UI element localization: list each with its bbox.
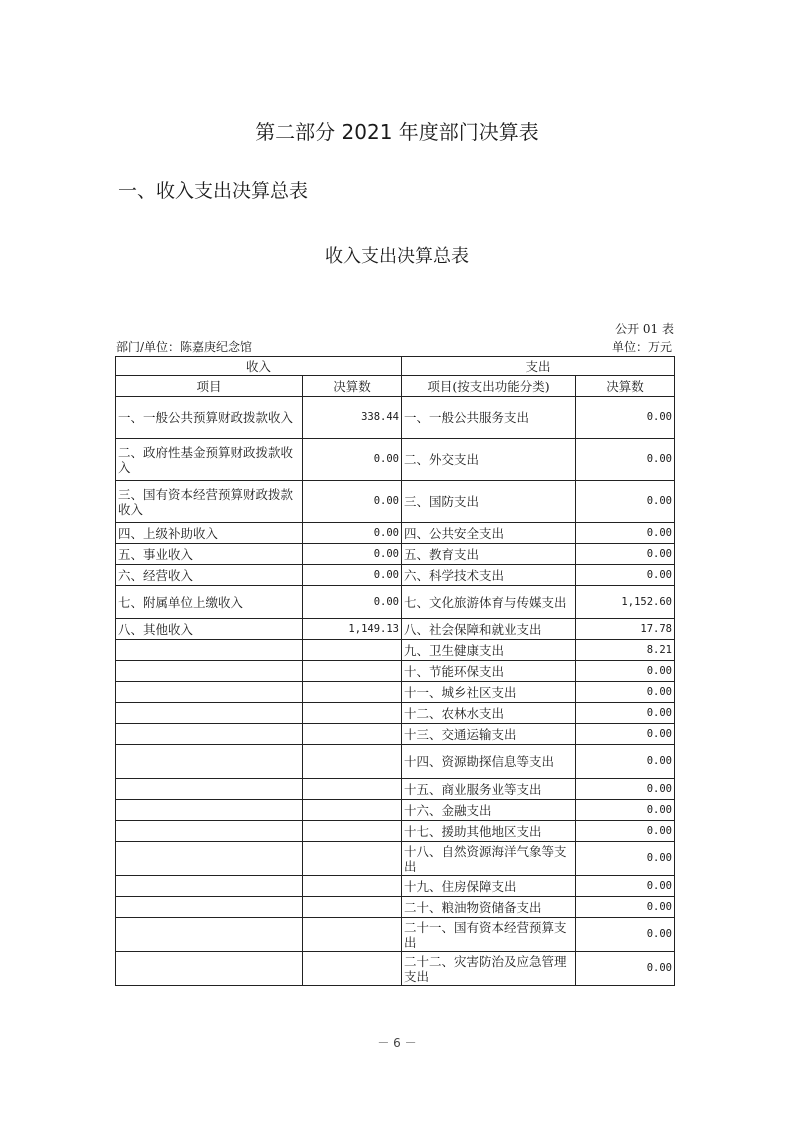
table-title: 收入支出决算总表 [325,246,469,267]
income-item-cell [116,724,303,745]
expense-item-cell: 十七、援助其他地区支出 [402,821,576,842]
income-amount-cell [303,703,402,724]
expense-item-cell: 十二、农林水支出 [402,703,576,724]
income-item-cell [116,703,303,724]
expense-amount-cell: 0.00 [576,800,675,821]
expense-amount-cell: 8.21 [576,640,675,661]
income-item-cell [116,952,303,986]
page-number: － 6 － [377,1036,417,1050]
table-row [116,745,675,779]
income-item-cell [116,745,303,779]
expense-item-cell: 十、节能环保支出 [402,661,576,682]
table-column-header-row [116,376,675,397]
expense-item-cell: 一、一般公共服务支出 [402,397,576,439]
expense-amount-cell: 0.00 [576,565,675,586]
expense-item-cell: 六、科学技术支出 [402,565,576,586]
income-expense-table [115,356,675,986]
table-row [116,397,675,439]
table-row [116,842,675,876]
expense-amount-cell: 0.00 [576,952,675,986]
expense-amount-cell: 0.00 [576,544,675,565]
expense-item-cell: 十一、城乡社区支出 [402,682,576,703]
income-item-cell [116,661,303,682]
income-amount-cell [303,661,402,682]
income-amount-cell [303,640,402,661]
expense-amount-cell: 0.00 [576,918,675,952]
table-group-header-row [116,357,675,376]
income-item-cell [116,779,303,800]
income-amount-cell [303,724,402,745]
expense-item-cell: 二、外交支出 [402,439,576,481]
income-item-cell: 八、其他收入 [116,619,303,640]
income-item-cell [116,918,303,952]
expense-amount-cell: 0.00 [576,397,675,439]
expense-amount-cell: 0.00 [576,682,675,703]
table-code: 公开 01 表 [615,322,674,336]
table-row [116,952,675,986]
income-item-cell: 一、一般公共预算财政拨款收入 [116,397,303,439]
income-amount-cell: 0.00 [303,565,402,586]
table-row [116,619,675,640]
table-row [116,481,675,523]
expense-amount-cell: 1,152.60 [576,586,675,619]
income-item-cell [116,800,303,821]
income-amount-cell: 0.00 [303,481,402,523]
income-amount-cell [303,800,402,821]
page-title: 第二部分 2021 年度部门决算表 [255,120,539,144]
income-amount-cell: 0.00 [303,439,402,481]
expense-item-cell: 二十二、灾害防治及应急管理支出 [402,952,576,986]
income-amount-cell: 1,149.13 [303,619,402,640]
income-item-cell [116,842,303,876]
table-row [116,682,675,703]
table-row [116,640,675,661]
department-label: 部门/单位：陈嘉庚纪念馆 [116,340,253,354]
income-item-cell: 二、政府性基金预算财政拨款收入 [116,439,303,481]
income-amount-cell [303,918,402,952]
table-row [116,876,675,897]
expense-amount-cell: 0.00 [576,821,675,842]
table-row [116,897,675,918]
income-group-header: 收入 [116,357,402,376]
expense-amount-cell: 0.00 [576,724,675,745]
table-row [116,586,675,619]
income-amount-cell: 0.00 [303,523,402,544]
income-amount-cell [303,897,402,918]
expense-amount-cell: 0.00 [576,779,675,800]
table-row [116,439,675,481]
expense-item-cell: 十八、自然资源海洋气象等支出 [402,842,576,876]
expense-amount-cell: 17.78 [576,619,675,640]
income-item-header: 项目 [116,376,303,397]
table-row [116,703,675,724]
expense-item-cell: 七、文化旅游体育与传媒支出 [402,586,576,619]
expense-item-header: 项目(按支出功能分类) [402,376,576,397]
income-amount-cell [303,745,402,779]
income-item-cell [116,821,303,842]
income-amount-cell [303,682,402,703]
table-row [116,800,675,821]
income-amount-cell [303,842,402,876]
expense-amount-cell: 0.00 [576,661,675,682]
income-item-cell: 五、事业收入 [116,544,303,565]
income-item-cell [116,876,303,897]
table-row [116,724,675,745]
income-item-cell: 六、经营收入 [116,565,303,586]
expense-amount-cell: 0.00 [576,703,675,724]
expense-amount-cell: 0.00 [576,439,675,481]
section-heading: 一、收入支出决算总表 [118,180,309,202]
table-row [116,661,675,682]
income-item-cell [116,640,303,661]
income-item-cell [116,897,303,918]
income-amount-cell [303,821,402,842]
expense-item-cell: 三、国防支出 [402,481,576,523]
income-amount-cell [303,876,402,897]
income-item-cell: 七、附属单位上缴收入 [116,586,303,619]
unit-label: 单位：万元 [611,340,672,354]
expense-amount-cell: 0.00 [576,876,675,897]
expense-amount-cell: 0.00 [576,481,675,523]
income-item-cell [116,682,303,703]
expense-amount-header: 决算数 [576,376,675,397]
expense-amount-cell: 0.00 [576,842,675,876]
expense-group-header: 支出 [402,357,675,376]
expense-item-cell: 十四、资源勘探信息等支出 [402,745,576,779]
expense-item-cell: 十六、金融支出 [402,800,576,821]
expense-amount-cell: 0.00 [576,745,675,779]
expense-item-cell: 十三、交通运输支出 [402,724,576,745]
expense-item-cell: 二十一、国有资本经营预算支出 [402,918,576,952]
expense-item-cell: 二十、粮油物资储备支出 [402,897,576,918]
income-amount-cell [303,779,402,800]
table-row [116,544,675,565]
table-row [116,918,675,952]
income-item-cell: 四、上级补助收入 [116,523,303,544]
table-row [116,523,675,544]
income-amount-header: 决算数 [303,376,402,397]
income-item-cell: 三、国有资本经营预算财政拨款收入 [116,481,303,523]
income-amount-cell: 0.00 [303,586,402,619]
expense-item-cell: 十九、住房保障支出 [402,876,576,897]
expense-item-cell: 八、社会保障和就业支出 [402,619,576,640]
expense-item-cell: 四、公共安全支出 [402,523,576,544]
expense-amount-cell: 0.00 [576,897,675,918]
table-row [116,565,675,586]
expense-item-cell: 九、卫生健康支出 [402,640,576,661]
expense-amount-cell: 0.00 [576,523,675,544]
table-row [116,821,675,842]
income-amount-cell [303,952,402,986]
income-amount-cell: 338.44 [303,397,402,439]
income-amount-cell: 0.00 [303,544,402,565]
expense-item-cell: 十五、商业服务业等支出 [402,779,576,800]
expense-item-cell: 五、教育支出 [402,544,576,565]
table-row [116,779,675,800]
